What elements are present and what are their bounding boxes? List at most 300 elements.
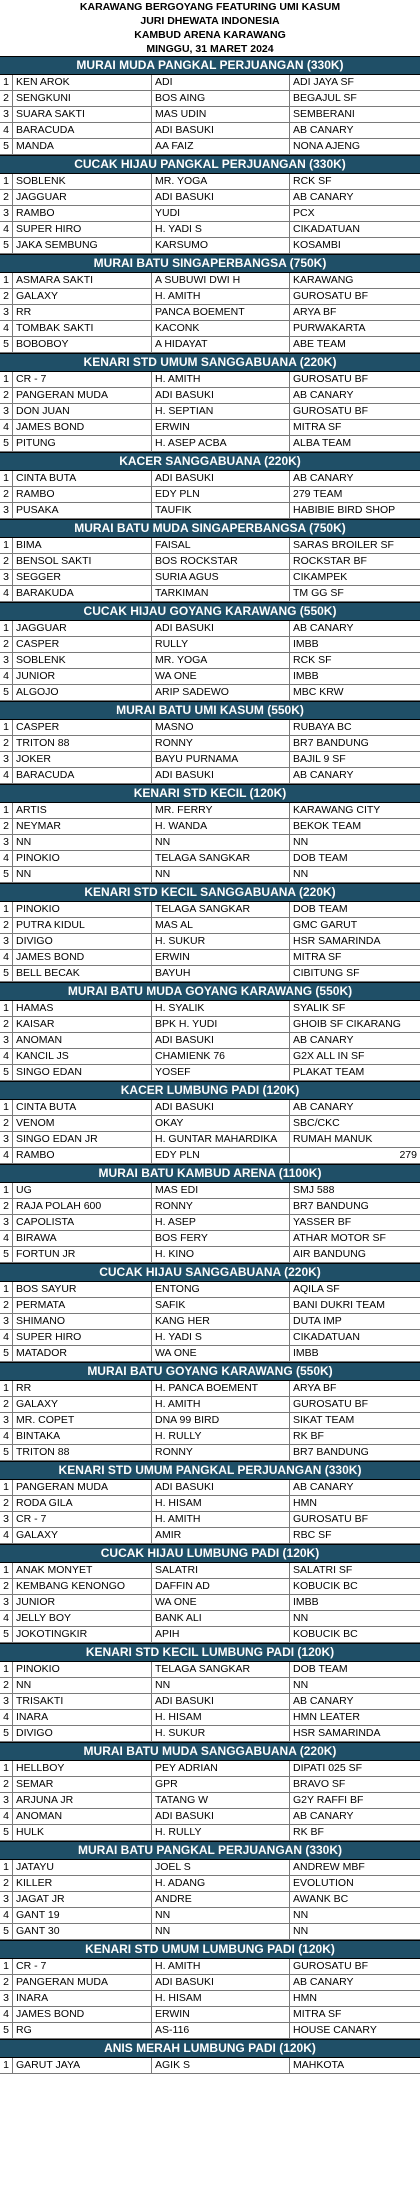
bird-name-cell: NN <box>13 835 152 850</box>
owner-cell: BOS ROCKSTAR <box>152 554 290 569</box>
result-row <box>0 1413 420 1429</box>
bird-name-cell: ANOMAN <box>13 1809 152 1824</box>
result-row <box>0 1100 420 1116</box>
team-cell: YASSER BF <box>293 1216 352 1228</box>
section-title: CUCAK HIJAU PANGKAL PERJUANGAN (330K) <box>0 155 420 174</box>
result-row <box>0 75 420 91</box>
bird-name-cell: TOMBAK SAKTI <box>13 321 152 336</box>
owner-cell: BAYU PURNAMA <box>152 752 290 767</box>
rank-cell: 4 <box>0 1710 13 1725</box>
result-row <box>0 835 420 851</box>
section-title: KENARI STD KECIL SANGGABUANA (220K) <box>0 883 420 902</box>
team-cell: AB CANARY <box>293 1481 354 1493</box>
result-row <box>0 1876 420 1892</box>
result-row <box>0 305 420 321</box>
team-cell: IMBB <box>293 670 319 682</box>
result-section <box>0 1544 420 1643</box>
rank-cell: 1 <box>0 720 13 735</box>
owner-cell: TATANG W <box>152 1793 290 1808</box>
owner-cell: H. SEPTIAN <box>152 404 290 419</box>
bird-name-cell: PITUNG <box>13 436 152 451</box>
team-cell: HOUSE CANARY <box>293 2024 377 2036</box>
section-title: CUCAK HIJAU GOYANG KARAWANG (550K) <box>0 602 420 621</box>
team-cell: ROCKSTAR BF <box>293 555 367 567</box>
owner-cell: MR. FERRY <box>152 803 290 818</box>
owner-cell: ADI BASUKI <box>152 1809 290 1824</box>
result-section <box>0 2039 420 2074</box>
result-section <box>0 353 420 452</box>
bird-name-cell: BOBOBOY <box>13 337 152 352</box>
owner-cell: BOS FERY <box>152 1231 290 1246</box>
bird-name-cell: MATADOR <box>13 1346 152 1361</box>
team-cell: RCK SF <box>293 175 332 187</box>
bird-name-cell: BARACUDA <box>13 123 152 138</box>
team-cell: AWANK BC <box>293 1893 349 1905</box>
bird-name-cell: ASMARA SAKTI <box>13 273 152 288</box>
result-row <box>0 404 420 420</box>
owner-cell: H. AMITH <box>152 289 290 304</box>
team-cell: RK BF <box>293 1826 324 1838</box>
rank-cell: 5 <box>0 685 13 700</box>
team-cell: AB CANARY <box>293 1034 354 1046</box>
team-cell: MITRA SF <box>293 421 342 433</box>
owner-cell: H. RULLY <box>152 1825 290 1840</box>
owner-cell: H. AMITH <box>152 1959 290 1974</box>
owner-cell: ADI BASUKI <box>152 1480 290 1495</box>
owner-cell: RONNY <box>152 736 290 751</box>
result-row <box>0 621 420 637</box>
owner-cell: ERWIN <box>152 420 290 435</box>
owner-cell: MAS EDI <box>152 1183 290 1198</box>
result-section <box>0 883 420 982</box>
team-cell: MITRA SF <box>293 2008 342 2020</box>
bird-name-cell: DON JUAN <box>13 404 152 419</box>
result-row <box>0 1314 420 1330</box>
result-row <box>0 1595 420 1611</box>
result-row <box>0 436 420 452</box>
bird-name-cell: BIRAWA <box>13 1231 152 1246</box>
result-row <box>0 206 420 222</box>
result-row <box>0 669 420 685</box>
result-row <box>0 222 420 238</box>
result-row <box>0 1777 420 1793</box>
team-cell: HSR SAMARINDA <box>293 1727 381 1739</box>
result-row <box>0 503 420 519</box>
section-title: MURAI BATU SINGAPERBANGSA (750K) <box>0 254 420 273</box>
team-cell: MBC KRW <box>293 686 344 698</box>
result-row <box>0 1282 420 1298</box>
team-cell: SALATRI SF <box>293 1564 353 1576</box>
owner-cell: MAS AL <box>152 918 290 933</box>
team-cell: ADI JAYA SF <box>293 76 354 88</box>
rank-cell: 3 <box>0 1132 13 1147</box>
bird-name-cell: ANOMAN <box>13 1033 152 1048</box>
team-cell: MAHKOTA <box>293 2059 345 2071</box>
team-cell: BAJIL 9 SF <box>293 753 346 765</box>
team-cell: DOB TEAM <box>293 1663 348 1675</box>
team-cell: GUROSATU BF <box>293 290 369 302</box>
owner-cell: ADI BASUKI <box>152 471 290 486</box>
rank-cell: 1 <box>0 538 13 553</box>
rank-cell: 2 <box>0 487 13 502</box>
rank-cell: 2 <box>0 1579 13 1594</box>
bird-name-cell: HAMAS <box>13 1001 152 1016</box>
rank-cell: 4 <box>0 1049 13 1064</box>
owner-cell: H. HISAM <box>152 1496 290 1511</box>
owner-cell: H. KINO <box>152 1247 290 1262</box>
team-cell: DUTA IMP <box>293 1315 342 1327</box>
bird-name-cell: CR - 7 <box>13 1959 152 1974</box>
rank-cell: 4 <box>0 321 13 336</box>
rank-cell: 1 <box>0 1282 13 1297</box>
team-cell: RUMAH MANUK <box>293 1133 373 1145</box>
rank-cell: 4 <box>0 1330 13 1345</box>
result-row <box>0 1116 420 1132</box>
owner-cell: FAISAL <box>152 538 290 553</box>
result-section <box>0 1841 420 1940</box>
rank-cell: 5 <box>0 867 13 882</box>
owner-cell: H. SYALIK <box>152 1001 290 1016</box>
result-row <box>0 1247 420 1263</box>
rank-cell: 4 <box>0 851 13 866</box>
rank-cell: 3 <box>0 1413 13 1428</box>
team-cell: GUROSATU BF <box>293 1960 369 1972</box>
team-cell: IMBB <box>293 638 319 650</box>
result-row <box>0 1627 420 1643</box>
team-cell: G2Y RAFFI BF <box>293 1794 364 1806</box>
bird-name-cell: SEGGER <box>13 570 152 585</box>
result-section <box>0 1940 420 2039</box>
bird-name-cell: MANDA <box>13 139 152 154</box>
team-cell: EVOLUTION <box>293 1877 354 1889</box>
owner-cell: ERWIN <box>152 950 290 965</box>
bird-name-cell: JOKER <box>13 752 152 767</box>
bird-name-cell: GALAXY <box>13 289 152 304</box>
team-cell: KOBUCIK BC <box>293 1628 358 1640</box>
rank-cell: 2 <box>0 1876 13 1891</box>
team-cell: AB CANARY <box>293 1101 354 1113</box>
bird-name-cell: DIVIGO <box>13 1726 152 1741</box>
team-cell: NN <box>293 1925 309 1937</box>
owner-cell: APIH <box>152 1627 290 1642</box>
bird-name-cell: KEMBANG KENONGO <box>13 1579 152 1594</box>
owner-cell: H. ASEP ACBA <box>152 436 290 451</box>
owner-cell: H. PANCA BOEMENT <box>152 1381 290 1396</box>
team-cell: DOB TEAM <box>293 903 348 915</box>
rank-cell: 3 <box>0 1892 13 1907</box>
owner-cell: AS-116 <box>152 2023 290 2038</box>
bird-name-cell: PINOKIO <box>13 851 152 866</box>
team-cell: CIKAMPEK <box>293 571 348 583</box>
result-row <box>0 1809 420 1825</box>
bird-name-cell: JAMES BOND <box>13 420 152 435</box>
bird-name-cell: JAGAT JR <box>13 1892 152 1907</box>
result-row <box>0 1662 420 1678</box>
result-row <box>0 1726 420 1742</box>
bird-name-cell: CASPER <box>13 637 152 652</box>
owner-cell: NN <box>152 867 290 882</box>
result-section <box>0 1362 420 1461</box>
bird-name-cell: FORTUN JR <box>13 1247 152 1262</box>
rank-cell: 4 <box>0 1908 13 1923</box>
team-cell: 279 TEAM <box>293 488 343 500</box>
rank-cell: 4 <box>0 1148 13 1163</box>
result-section <box>0 602 420 701</box>
owner-cell: EDY PLN <box>152 1148 290 1163</box>
bird-name-cell: PANGERAN MUDA <box>13 1975 152 1990</box>
result-section <box>0 701 420 784</box>
bird-name-cell: JUNIOR <box>13 669 152 684</box>
team-cell: AQILA SF <box>293 1283 340 1295</box>
section-title: KENARI STD UMUM PANGKAL PERJUANGAN (330K) <box>0 1461 420 1480</box>
rank-cell: 5 <box>0 1065 13 1080</box>
owner-cell: BOS AING <box>152 91 290 106</box>
bird-name-cell: CR - 7 <box>13 372 152 387</box>
team-cell: HABIBIE BIRD SHOP <box>293 504 396 516</box>
rank-cell: 3 <box>0 1793 13 1808</box>
result-row <box>0 851 420 867</box>
team-cell: GMC GARUT <box>293 919 358 931</box>
team-cell: AB CANARY <box>293 472 354 484</box>
result-row <box>0 107 420 123</box>
result-row <box>0 1761 420 1777</box>
result-row <box>0 1298 420 1314</box>
section-title: MURAI BATU UMI KASUM (550K) <box>0 701 420 720</box>
result-row <box>0 1231 420 1247</box>
bird-name-cell: UG <box>13 1183 152 1198</box>
rank-cell: 2 <box>0 1116 13 1131</box>
owner-cell: ADI BASUKI <box>152 1694 290 1709</box>
bird-name-cell: ARJUNA JR <box>13 1793 152 1808</box>
rank-cell: 1 <box>0 471 13 486</box>
result-row <box>0 273 420 289</box>
rank-cell: 2 <box>0 736 13 751</box>
owner-cell: OKAY <box>152 1116 290 1131</box>
team-cell: CIBITUNG SF <box>293 967 360 979</box>
owner-cell: ADI BASUKI <box>152 388 290 403</box>
rank-cell: 1 <box>0 75 13 90</box>
result-row <box>0 238 420 254</box>
team-cell: NN <box>293 836 309 848</box>
result-row <box>0 372 420 388</box>
rank-cell: 4 <box>0 2007 13 2022</box>
rank-cell: 1 <box>0 273 13 288</box>
rank-cell: 4 <box>0 1611 13 1626</box>
rank-cell: 3 <box>0 1314 13 1329</box>
result-row <box>0 736 420 752</box>
owner-cell: BAYUH <box>152 966 290 981</box>
team-cell: RK BF <box>293 1430 324 1442</box>
result-row <box>0 1001 420 1017</box>
rank-cell: 1 <box>0 174 13 189</box>
result-row <box>0 768 420 784</box>
rank-cell: 3 <box>0 1595 13 1610</box>
rank-cell: 5 <box>0 966 13 981</box>
team-cell: KARAWANG <box>293 274 354 286</box>
rank-cell: 1 <box>0 1001 13 1016</box>
rank-cell: 4 <box>0 669 13 684</box>
result-row <box>0 420 420 436</box>
owner-cell: H. YADI S <box>152 1330 290 1345</box>
bird-name-cell: KAISAR <box>13 1017 152 1032</box>
venue-line: KAMBUD ARENA KARAWANG <box>134 29 286 41</box>
result-row <box>0 1397 420 1413</box>
owner-cell: GPR <box>152 1777 290 1792</box>
result-row <box>0 538 420 554</box>
bird-name-cell: GALAXY <box>13 1528 152 1543</box>
team-cell: CIKADATUAN <box>293 223 360 235</box>
bird-name-cell: JELLY BOY <box>13 1611 152 1626</box>
bird-name-cell: CINTA BUTA <box>13 471 152 486</box>
section-title: MURAI BATU MUDA SINGAPERBANGSA (750K) <box>0 519 420 538</box>
rank-cell: 5 <box>0 1825 13 1840</box>
result-row <box>0 190 420 206</box>
owner-cell: RONNY <box>152 1445 290 1460</box>
owner-cell: SALATRI <box>152 1563 290 1578</box>
result-section <box>0 1643 420 1742</box>
owner-cell: KACONK <box>152 321 290 336</box>
result-row <box>0 966 420 982</box>
result-row <box>0 1892 420 1908</box>
bird-name-cell: PANGERAN MUDA <box>13 388 152 403</box>
rank-cell: 2 <box>0 1397 13 1412</box>
owner-cell: WA ONE <box>152 1346 290 1361</box>
owner-cell: ADI BASUKI <box>152 1975 290 1990</box>
owner-cell: H. GUNTAR MAHARDIKA <box>152 1132 290 1147</box>
result-row <box>0 1694 420 1710</box>
result-row <box>0 91 420 107</box>
result-section <box>0 519 420 602</box>
team-cell: AB CANARY <box>293 389 354 401</box>
team-cell: KOBUCIK BC <box>293 1580 358 1592</box>
team-cell: PCX <box>293 207 315 219</box>
team-cell: ANDREW MBF <box>293 1861 365 1873</box>
owner-cell: YOSEF <box>152 1065 290 1080</box>
result-row <box>0 685 420 701</box>
rank-cell: 2 <box>0 554 13 569</box>
bird-name-cell: VENOM <box>13 1116 152 1131</box>
result-row <box>0 554 420 570</box>
team-cell: IMBB <box>293 1347 319 1359</box>
result-section <box>0 784 420 883</box>
bird-name-cell: ANAK MONYET <box>13 1563 152 1578</box>
bird-name-cell: HELLBOY <box>13 1761 152 1776</box>
rank-cell: 3 <box>0 1991 13 2006</box>
rank-cell: 1 <box>0 1480 13 1495</box>
team-cell: ARYA BF <box>293 306 337 318</box>
result-row <box>0 1132 420 1148</box>
rank-cell: 5 <box>0 1445 13 1460</box>
team-cell: SARAS BROILER SF <box>293 539 394 551</box>
rank-cell: 2 <box>0 1017 13 1032</box>
owner-cell: TELAGA SANGKAR <box>152 851 290 866</box>
result-row <box>0 321 420 337</box>
team-cell: AB CANARY <box>293 1810 354 1822</box>
owner-cell: KARSUMO <box>152 238 290 253</box>
bird-name-cell: KILLER <box>13 1876 152 1891</box>
result-section <box>0 452 420 519</box>
team-cell: BANI DUKRI TEAM <box>293 1299 385 1311</box>
bird-name-cell: SOBLENK <box>13 174 152 189</box>
result-row <box>0 653 420 669</box>
bird-name-cell: INARA <box>13 1991 152 2006</box>
section-title: KACER LUMBUNG PADI (120K) <box>0 1081 420 1100</box>
team-cell: KOSAMBI <box>293 239 341 251</box>
rank-cell: 2 <box>0 190 13 205</box>
bird-name-cell: SUARA SAKTI <box>13 107 152 122</box>
team-cell: BR7 BANDUNG <box>293 737 369 749</box>
rank-cell: 1 <box>0 2058 13 2073</box>
team-cell: RBC SF <box>293 1529 332 1541</box>
team-cell: SBC/CKC <box>293 1117 340 1129</box>
result-row <box>0 586 420 602</box>
team-cell: G2X ALL IN SF <box>293 1050 365 1062</box>
section-title: CUCAK HIJAU SANGGABUANA (220K) <box>0 1263 420 1282</box>
bird-name-cell: SINGO EDAN JR <box>13 1132 152 1147</box>
result-row <box>0 752 420 768</box>
bird-name-cell: TRISAKTI <box>13 1694 152 1709</box>
result-row <box>0 1445 420 1461</box>
owner-cell: ADI BASUKI <box>152 1033 290 1048</box>
bird-name-cell: PINOKIO <box>13 902 152 917</box>
section-title: MURAI BATU GOYANG KARAWANG (550K) <box>0 1362 420 1381</box>
rank-cell: 1 <box>0 1100 13 1115</box>
rank-cell: 5 <box>0 238 13 253</box>
team-cell: AB CANARY <box>293 1976 354 1988</box>
owner-cell: ADI BASUKI <box>152 190 290 205</box>
team-cell: BRAVO SF <box>293 1778 346 1790</box>
result-row <box>0 337 420 353</box>
rank-cell: 4 <box>0 1429 13 1444</box>
result-row <box>0 1611 420 1627</box>
owner-cell: ADI BASUKI <box>152 621 290 636</box>
owner-cell: H. RULLY <box>152 1429 290 1444</box>
rank-cell: 5 <box>0 1726 13 1741</box>
result-row <box>0 388 420 404</box>
bird-name-cell: BARAKUDA <box>13 586 152 601</box>
owner-cell: RULLY <box>152 637 290 652</box>
rank-cell: 4 <box>0 1528 13 1543</box>
result-row <box>0 1183 420 1199</box>
rank-cell: 5 <box>0 436 13 451</box>
result-row <box>0 139 420 155</box>
team-cell: BEKOK TEAM <box>293 820 362 832</box>
result-row <box>0 1924 420 1940</box>
rank-cell: 2 <box>0 289 13 304</box>
team-cell: ARYA BF <box>293 1382 337 1394</box>
bird-name-cell: GANT 19 <box>13 1908 152 1923</box>
bird-name-cell: GANT 30 <box>13 1924 152 1939</box>
event-title: KARAWANG BERGOYANG FEATURING UMI KASUM <box>79 1 341 13</box>
rank-cell: 4 <box>0 768 13 783</box>
rank-cell: 4 <box>0 1809 13 1824</box>
rank-cell: 3 <box>0 107 13 122</box>
section-title: KENARI STD UMUM SANGGABUANA (220K) <box>0 353 420 372</box>
result-row <box>0 1563 420 1579</box>
rank-cell: 3 <box>0 1033 13 1048</box>
result-section <box>0 1461 420 1544</box>
owner-cell: RONNY <box>152 1199 290 1214</box>
bird-name-cell: RAMBO <box>13 487 152 502</box>
result-row <box>0 289 420 305</box>
team-cell: NN <box>293 1909 309 1921</box>
rank-cell: 1 <box>0 1563 13 1578</box>
section-title: KACER SANGGABUANA (220K) <box>0 452 420 471</box>
owner-cell: H. SUKUR <box>152 1726 290 1741</box>
result-row <box>0 1793 420 1809</box>
result-section <box>0 1742 420 1841</box>
team-cell: NN <box>293 1679 309 1691</box>
